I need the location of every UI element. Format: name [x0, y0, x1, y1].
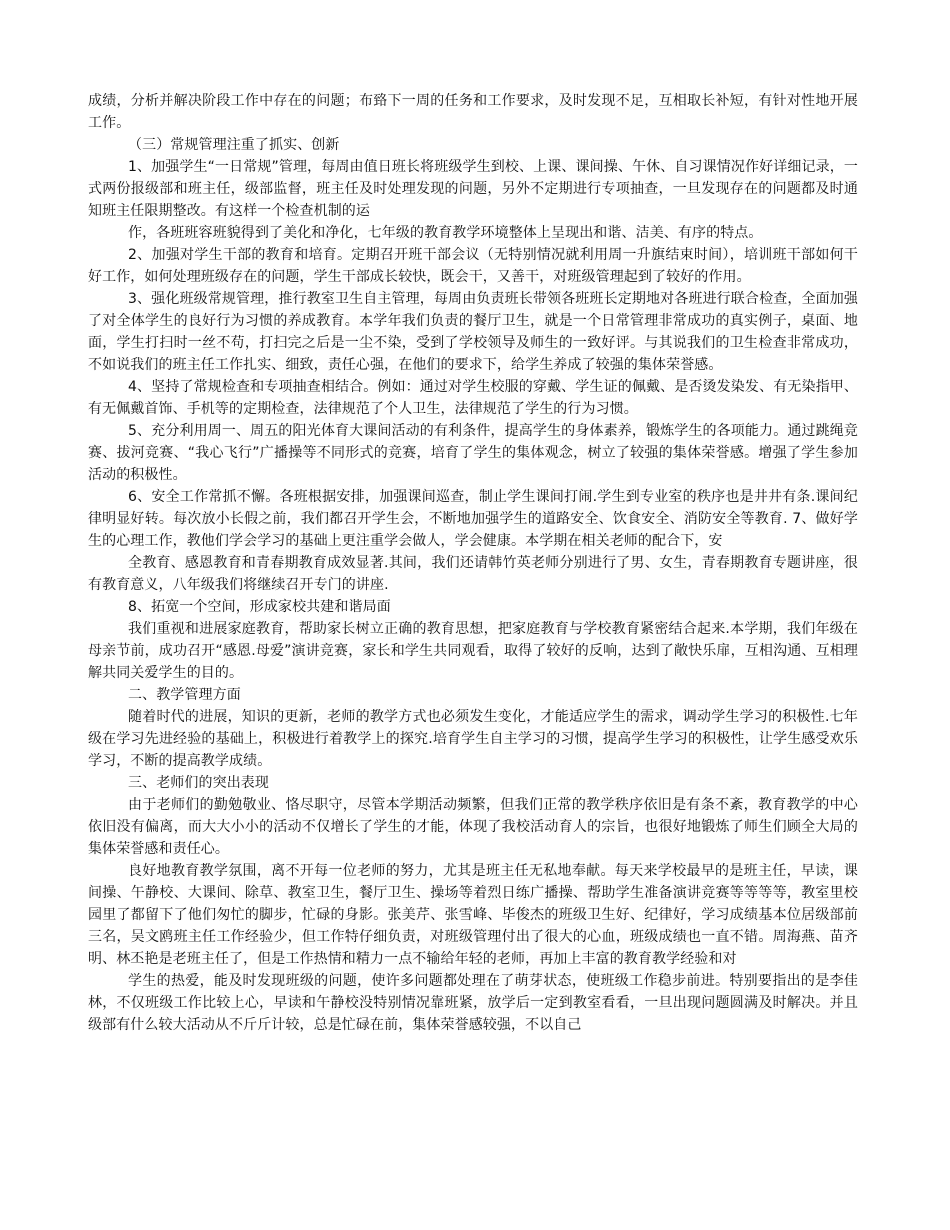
paragraph-12: 我们重视和进展家庭教育，帮助家长树立正确的教育思想，把家庭教育与学校教育紧密结合起来.本学期，我们年级在母亲节前，成功召开“感恩.母爱”演讲竞赛，家长和学生共同观看，取得了较好的反响，达到了敞快乐扉，互相沟通、互相理解共同关爱学生的目的。: [88, 621, 858, 681]
paragraph-18: 学生的热爱，能及时发现班级的问题，使许多问题都处理在了萌芽状态，使班级工作稳步前进。特别要指出的是李佳林，不仅班级工作比较上心，早读和午静校没特别情况靠班紧，放学后一定到教室看看，一旦出现问题圆满及时解决。并且级部有什么较大活动从不斤斤计较，总是忙碌在前，集体荣誉感较强，不以自己: [88, 973, 858, 1033]
paragraph-1: 成绩，分析并解决阶段工作中存在的问题；布臵下一周的任务和工作要求，及时发现不足，互相取长补短，有针对性地开展工作。: [88, 93, 858, 131]
paragraph-16: 由于老师们的勤勉敬业、恪尽职守，尽管本学期活动频繁，但我们正常的教学秩序依旧是有条不紊，教育教学的中心依旧没有偏离，而大大小小的活动不仅增长了学生的才能，体现了我校活动育人的宗旨，也很好地锻炼了师生们顾全大局的集体荣誉感和责任心。: [88, 797, 858, 857]
paragraph-17: 良好地教育教学氛围，离不开每一位老师的努力，尤其是班主任无私地奉献。每天来学校最早的是班主任，早读，课间操、午静校、大课间、除草、教室卫生，餐厅卫生、操场等着烈日练广播操、帮助学生准备演讲竞赛等等等等，教室里校园里了都留下了他们匆忙的脚步，忙碌的身影。张美芹、张雪峰、毕俊杰的班级卫生好、纪律好，学习成绩基本位居级部前三名，吴文鸥班主任工作经验少，但工作特仔细负责，对班级管理付出了很大的心血，班级成绩也一直不错。周海燕、苗齐明、林丕艳是老班主任了，但是工作热情和精力一点不输给年轻的老师，再加上丰富的教育教学经验和对: [88, 863, 858, 967]
paragraph-8: 5、充分利用周一、周五的阳光体育大课间活动的有利条件，提高学生的身体素养，锻炼学生的各项能力。通过跳绳竞赛、拔河竞赛、“我心飞行”广播操等不同形式的竞赛，培育了学生的集体观念，树立了较强的集体荣誉感。增强了学生参加活动的积极性。: [88, 423, 858, 483]
paragraph-9: 6、安全工作常抓不懈。各班根据安排，加强课间巡查，制止学生课间打闹.学生到专业室的秩序也是井井有条.课间纪律明显好转。每次放小长假之前，我们都召开学生会，不断地加强学生的道路安全、饮食安全、消防安全等教育. 7、做好学生的心理工作，教他们学会学习的基础上更注重学会做人，学会健康。本学期在相关老师的配合下，安: [88, 489, 858, 549]
paragraph-14: 随着时代的进展，知识的更新，老师的教学方式也必须发生变化，才能适应学生的需求，调动学生学习的积极性.七年级在学习先进经验的基础上，积极进行着教学上的探究.培育学生自主学习的习惯，提高学生学习的积极性，让学生感受欢乐学习，不断的提高教学成绩。: [88, 709, 858, 769]
paragraph-3: 1、加强学生“一日常规”管理，每周由值日班长将班级学生到校、上课、课间操、午休、自习课情况作好详细记录，一式两份报级部和班主任，级部监督，班主任及时处理发现的问题，另外不定期进行专项抽查，一旦发现存在的问题都及时通知班主任限期整改。有这样一个检查机制的运: [88, 159, 858, 219]
section-heading-teaching-management: 二、教学管理方面: [128, 687, 241, 703]
paragraph-7: 4、坚持了常规检查和专项抽查相结合。例如：通过对学生校服的穿戴、学生证的佩戴、是否烫发染发、有无染指甲、有无佩戴首饰、手机等的定期检查，法律规范了个人卫生，法律规范了学生的行为习惯。: [88, 379, 858, 417]
paragraph-6: 3、强化班级常规管理，推行教室卫生自主管理，每周由负责班长带领各班班长定期地对各班进行联合检查，全面加强了对全体学生的良好行为习惯的养成教育。本学年我们负责的餐厅卫生，就是一个日常管理非常成功的真实例子，桌面、地面，学生打扫时一丝不苟，打扫完之后是一尘不染，受到了学校领导及师生的一致好评。与其说我们的卫生检查非常成功，不如说我们的班主任工作扎实、细致，责任心强，在他们的要求下，给学生养成了较强的集体荣誉感。: [88, 291, 858, 373]
paragraph-5: 2、加强对学生干部的教育和培育。定期召开班干部会议（无特别情况就利用周一升旗结束时间），培训班干部如何干好工作，如何处理班级存在的问题，学生干部成长较快，既会干，又善干，对班级管理起到了较好的作用。: [88, 247, 858, 285]
section-heading-routine-management: （三）常规管理注重了抓实、创新: [128, 137, 340, 153]
section-heading-teacher-performance: 三、老师们的突出表现: [128, 775, 269, 791]
paragraph-10: 全教育、感恩教育和青春期教育成效显著.其间，我们还请韩竹英老师分别进行了男、女生，青春期教育专题讲座，很有教育意义，八年级我们将继续召开专门的讲座.: [88, 555, 858, 593]
paragraph-4: 作，各班班容班貌得到了美化和净化，七年级的教育教学环境整体上呈现出和谐、洁美、有序的特点。: [128, 225, 763, 241]
document-page: [88, 90, 858, 1036]
section-heading-home-school: 8、拓宽一个空间，形成家校共建和谐局面: [128, 599, 391, 615]
